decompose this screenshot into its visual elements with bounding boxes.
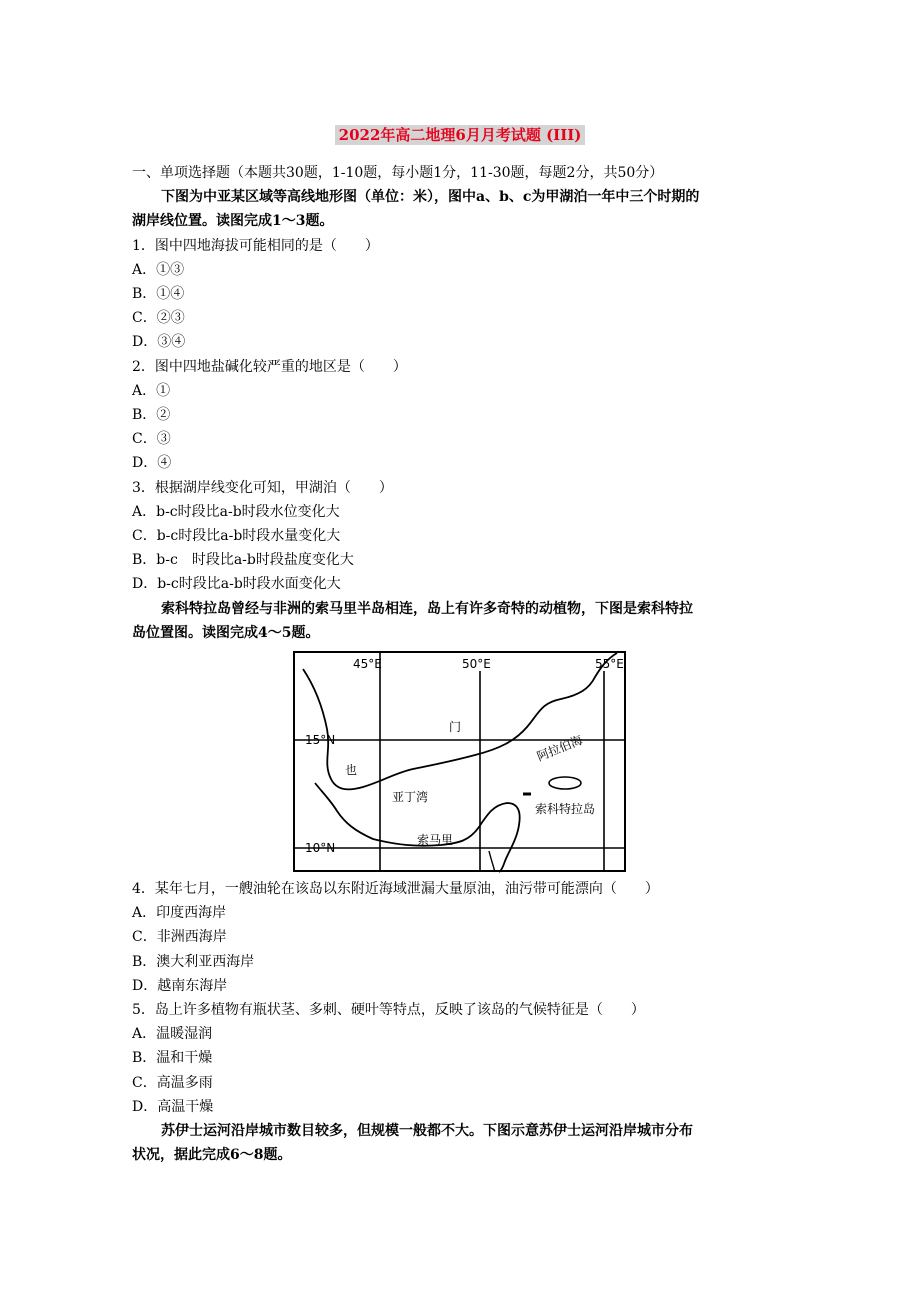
question-option: D．b-c时段比a-b时段水面变化大 bbox=[132, 576, 341, 593]
place-label-men: 门 bbox=[449, 720, 462, 735]
place-label-aden-gulf: 亚丁湾 bbox=[392, 790, 429, 805]
title-wrap bbox=[0, 125, 920, 145]
question-option: B．澳大利亚西海岸 bbox=[132, 953, 255, 970]
question-option: A．b-c时段比a-b时段水位变化大 bbox=[132, 503, 340, 520]
intro-paragraph-line: 索科特拉岛曾经与非洲的索马里半岛相连，岛上有许多奇特的动植物，下图是索科特拉 bbox=[161, 600, 693, 617]
socotra-map-block bbox=[132, 645, 792, 877]
intro-paragraph-line: 状况，据此完成6～8题。 bbox=[132, 1147, 292, 1164]
question-stem-2: 2．图中四地盐碱化较严重的地区是（ ） bbox=[132, 358, 407, 375]
intro-paragraph-line: 岛位置图。读图完成4～5题。 bbox=[132, 624, 320, 641]
question-option: B．b-c 时段比a-b时段盐度变化大 bbox=[132, 552, 354, 569]
question-option: A．① bbox=[132, 382, 171, 399]
socotra-map bbox=[293, 651, 627, 873]
question-option: C．非洲西海岸 bbox=[132, 929, 227, 946]
question-option: B．①④ bbox=[132, 286, 185, 303]
place-label-socotra: 索科特拉岛 bbox=[535, 802, 596, 817]
intro-paragraph-line: 下图为中亚某区域等高线地形图（单位：米），图中a、b、c为甲湖泊一年中三个时期的 bbox=[161, 189, 700, 206]
intro-paragraph-line: 湖岸线位置。读图完成1～3题。 bbox=[132, 213, 334, 230]
question-stem-3: 3．根据湖岸线变化可知，甲湖泊（ ） bbox=[132, 479, 393, 496]
question-option: D．④ bbox=[132, 455, 172, 472]
question-stem-5: 5．岛上许多植物有瓶状茎、多刺、硬叶等特点，反映了该岛的气候特征是（ ） bbox=[132, 1002, 645, 1019]
question-stem-1: 1．图中四地海拔可能相同的是（ ） bbox=[132, 237, 379, 254]
question-option: A．①③ bbox=[132, 261, 185, 278]
question-stem-4: 4．某年七月，一艘油轮在该岛以东附近海域泄漏大量原油，油污带可能漂向（ ） bbox=[132, 881, 659, 898]
intro-paragraph-line: 苏伊士运河沿岸城市数目较多，但规模一般都不大。下图示意苏伊士运河沿岸城市分布 bbox=[161, 1123, 693, 1140]
place-label-arabian-sea: 阿拉伯海 bbox=[534, 732, 585, 764]
question-option: D．高温干燥 bbox=[132, 1098, 214, 1115]
place-label-somali: 索马里 bbox=[417, 833, 454, 848]
place-label-ye: 也 bbox=[345, 763, 358, 778]
question-option: A．温暖湿润 bbox=[132, 1026, 213, 1043]
question-option: A．印度西海岸 bbox=[132, 905, 227, 922]
question-option: C．b-c时段比a-b时段水量变化大 bbox=[132, 528, 341, 545]
question-option: C．②③ bbox=[132, 310, 185, 327]
lon-label-45e: 45°E bbox=[353, 657, 382, 672]
lat-label-15n: 15°N bbox=[305, 733, 336, 748]
lon-label-55e: 55°E bbox=[595, 657, 624, 672]
socotra-island-shape bbox=[549, 777, 581, 789]
question-option: B．② bbox=[132, 407, 171, 424]
lat-label-10n: 10°N bbox=[305, 841, 336, 856]
question-option: B．温和干燥 bbox=[132, 1050, 213, 1067]
section-heading: 一、单项选择题（本题共30题，1-10题，每小题1分，11-30题，每题2分，共50分） bbox=[132, 165, 664, 181]
lon-label-50e: 50°E bbox=[462, 657, 491, 672]
question-option: C．高温多雨 bbox=[132, 1074, 213, 1091]
question-option: C．③ bbox=[132, 431, 171, 448]
question-option: D．③④ bbox=[132, 334, 186, 351]
document-body bbox=[132, 161, 792, 1168]
page-title: 2022年高二地理6月月考试题 (III) bbox=[335, 125, 586, 145]
question-option: D．越南东海岸 bbox=[132, 977, 228, 994]
map-frame bbox=[294, 652, 625, 871]
